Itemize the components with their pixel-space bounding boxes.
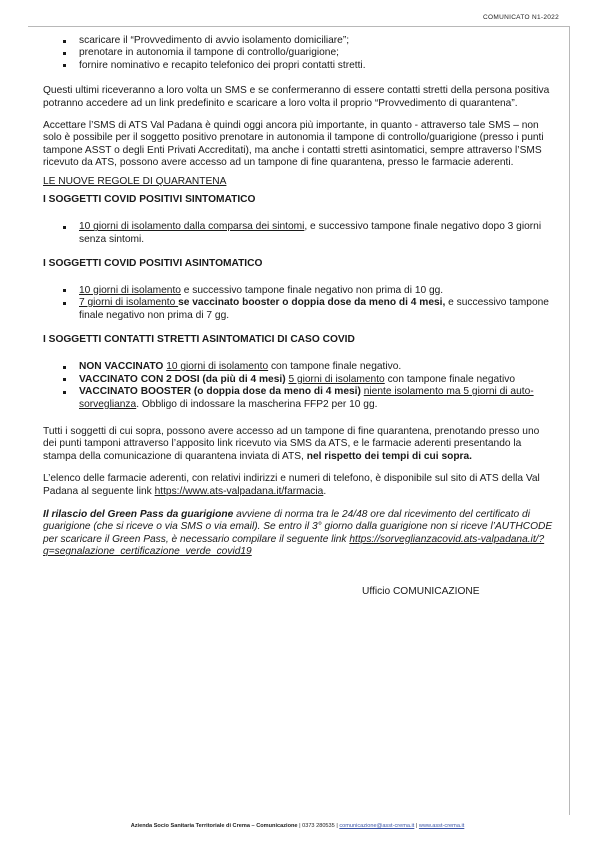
list-item: 10 giorni di isolamento dalla comparsa dei sintomi, e successivo tampone finale negativo dopo 3 giorni senza sintomi. [43,221,555,246]
document-body [43,34,555,598]
document-code: COMUNICATO N1-2022 [483,14,559,21]
paragraph-sms-contacts: Questi ultimi riceveranno a loro volta un SMS e se confermeranno di essere contatti stretti della persona positiva potranno accedere ad un link predefinito e scaricare a loro volta il proprio “Provvedimento di quarantena”. [43,85,550,109]
section-list-close-contacts [43,361,555,411]
list-item: 10 giorni di isolamento e successivo tampone finale negativo non prima di 10 gg. [43,285,555,297]
section-title-positive-symptomatic: I SOGGETTI COVID POSITIVI SINTOMATICO [43,194,256,206]
list-item: VACCINATO CON 2 DOSI (da più di 4 mesi) 5 giorni di isolamento con tampone finale negativo [43,374,555,386]
footer: Azienda Socio Sanitaria Territoriale di Crema – Comunicazione | 0373 280535 | comunicazione@asst-crema.it | www.asst-crema.it [130,823,465,829]
footer-org: Azienda Socio Sanitaria Territoriale di Crema – Comunicazione [130,823,298,829]
list-item: prenotare in autonomia il tampone di controllo/guarigione; [43,47,555,59]
footer-email-link[interactable]: comunicazione@asst-crema.it [339,823,415,829]
list-item: VACCINATO BOOSTER (o doppia dose da meno di 4 mesi) niente isolamento ma 5 giorni di auto-sorveglianza. Obbligo di indossare la mascherina FFP2 per 10 gg. [43,386,555,411]
section-list-positive-asymptomatic [43,285,555,322]
list-item: NON VACCINATO 10 giorni di isolamento con tampone finale negativo. [43,361,555,373]
paragraph-end-quarantine: Tutti i soggetti di cui sopra, possono avere accesso ad un tampone di fine quarantena, prenotando presso uno dei punti tamponi attraverso l’apposito link ricevuto via SMS da ATS, e le farmacie aderenti presentando la stampa della comunicazione di quarantena inviata di ATS, nel rispetto dei tempi di cui sopra. [43,425,540,462]
section-list-positive-symptomatic [43,221,555,246]
paragraph-green-pass: Il rilascio del Green Pass da guarigione avviene di norma tra le 24/48 ore dal ricevimento del certificato di guarigione (che si riceve o via SMS o via email). Se entro il 3° giorno dalla guarigione non si riceve l’AUTHCODE per scaricare il Green Pass, è necessario compilare il seguente link https://sorveglianzacovid.ats-valpadana.it/?q=segnalazione_certificazione_verde_covid19 [43,508,553,558]
intro-list [43,35,555,72]
list-item: fornire nominativo e recapito telefonico dei propri contatti stretti. [43,60,555,72]
footer-phone: 0373 280535 [302,823,335,829]
section-title-close-contacts: I SOGGETTI CONTATTI STRETTI ASINTOMATICI DI CASO COVID [43,333,355,345]
green-pass-link[interactable]: https://sorveglianzacovid.ats-valpadana.it/?q=segnalazione_certificazione_verde_covid19 [43,533,545,558]
paragraph-sms-importance: Accettare l’SMS di ATS Val Padana è quindi oggi ancora più importante, in quanto - attraverso tale SMS – non solo è possibile per il soggetto positivo prenotare in autonomia il tampone di controllo/guarigione (presso i punti tampone ASST o degli Enti Privati Accreditati), ma anche i contatti stretti asintomatici, sempre attraverso l’SMS ricevuto da ATS, possono avere accesso ad un tampone di fine quarantena, presso le farmacie aderenti. [43,120,544,169]
footer-website-link[interactable]: www.asst-crema.it [418,823,465,829]
pharmacies-link[interactable]: https://www.ats-valpadana.it/farmacia [154,485,324,497]
signature: Ufficio COMUNICAZIONE [362,585,480,597]
list-item: scaricare il “Provvedimento di avvio isolamento domiciliare”; [43,35,555,47]
paragraph-pharmacies: L’elenco delle farmacie aderenti, con relativi indirizzi e numeri di telefono, è disponibile sul sito di ATS della Val Padana al seguente link https://www.ats-valpadana.it/farmacia. [43,473,540,497]
section-title-positive-asymptomatic: I SOGGETTI COVID POSITIVI ASINTOMATICO [43,258,263,270]
list-item: 7 giorni di isolamento se vaccinato booster o doppia dose da meno di 4 mesi, e successivo tampone finale negativo non prima di 7 gg. [43,297,555,322]
rules-title: LE NUOVE REGOLE DI QUARANTENA [43,175,227,187]
